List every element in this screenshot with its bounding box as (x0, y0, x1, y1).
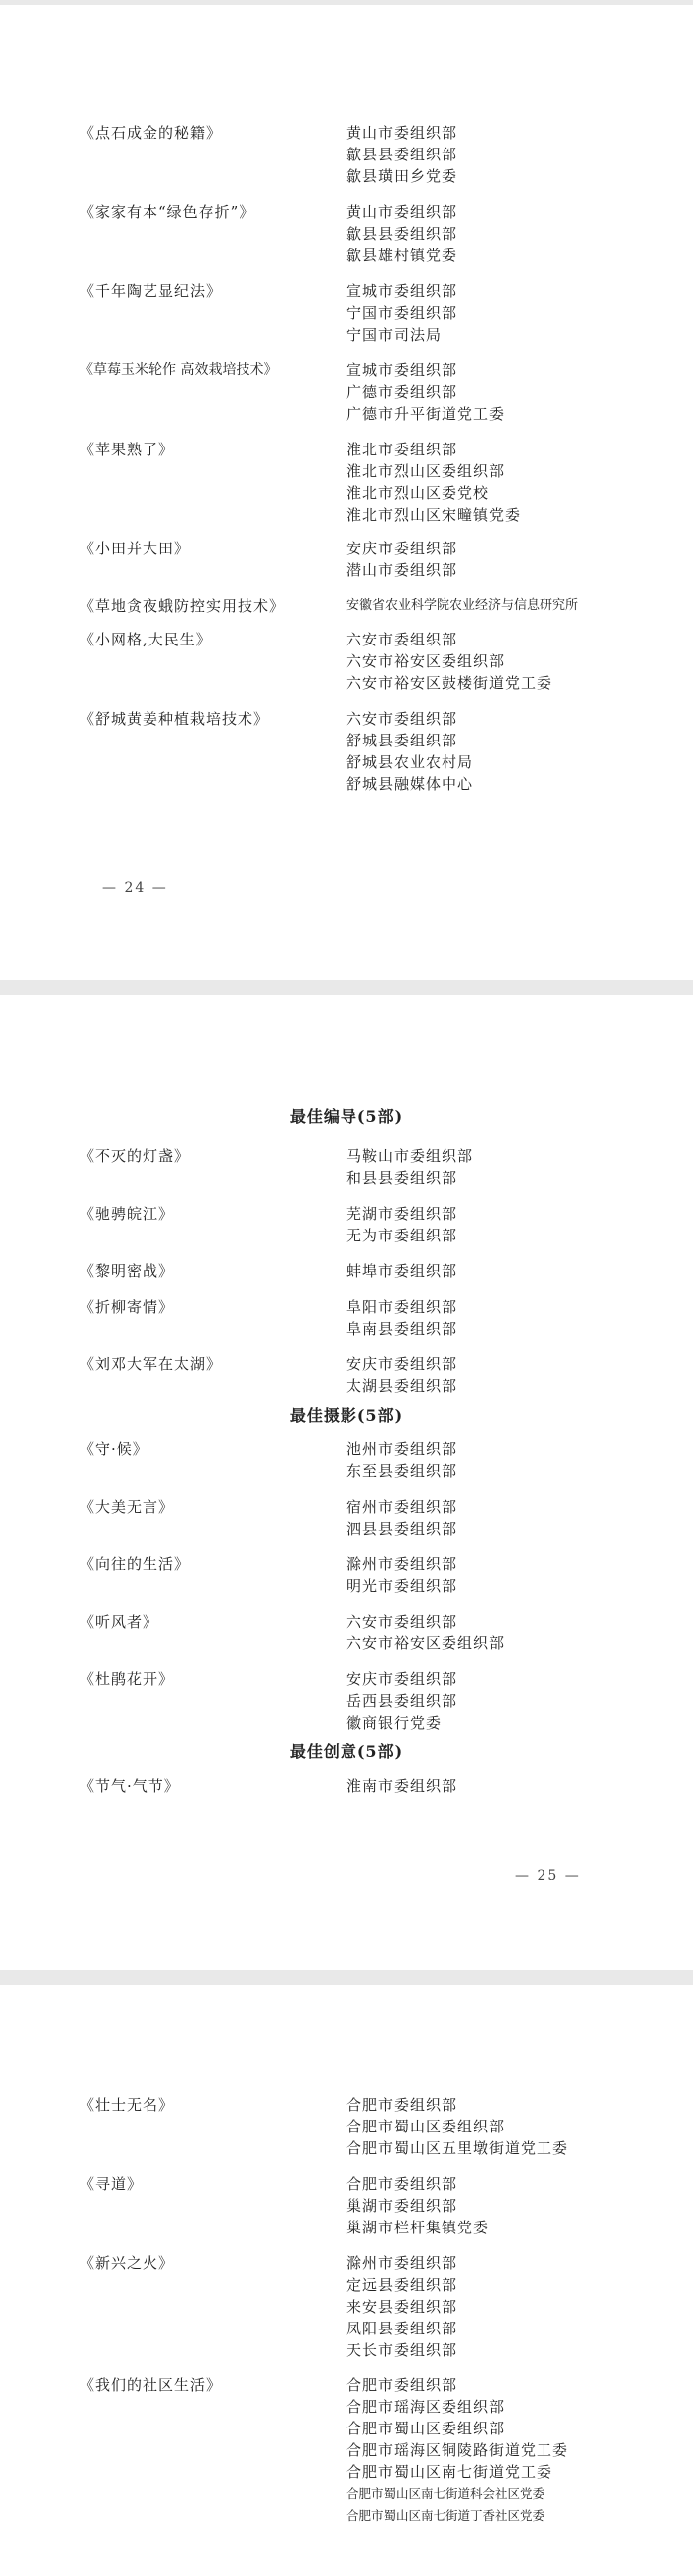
org-name: 滁州市委组织部 (346, 1555, 458, 1573)
org-name: 广德市升平街道党工委 (346, 405, 506, 423)
org-list (346, 1775, 457, 1797)
org-name: 安徽省农业科学院农业经济与信息研究所 (346, 598, 579, 613)
entry-title: 《守·候》 (79, 1440, 148, 1458)
org-name: 淮北市烈山区委组织部 (346, 462, 506, 480)
org-list (346, 708, 473, 795)
org-list (346, 1353, 457, 1397)
section-heading: 最佳编导(5部) (289, 1107, 404, 1126)
org-name: 徽商银行党委 (346, 1714, 443, 1732)
org-name: 六安市裕安区委组织部 (346, 652, 506, 670)
org-name: 合肥市蜀山区南七街道科会社区党委 (346, 2486, 545, 2501)
org-list (346, 2374, 568, 2526)
org-name: 岳西县委组织部 (346, 1692, 458, 1710)
page-number: — 24 — (102, 880, 168, 896)
org-name: 淮北市烈山区委党校 (346, 484, 490, 502)
org-list (346, 201, 457, 266)
org-list (346, 1553, 457, 1597)
org-name: 合肥市蜀山区委组织部 (346, 2420, 506, 2437)
org-name: 滁州市委组织部 (346, 2254, 458, 2272)
org-name: 阜南县委组织部 (346, 1320, 458, 1338)
org-name: 舒城县农业农村局 (346, 753, 474, 771)
entry-title: 《新兴之火》 (79, 2254, 175, 2272)
org-name: 明光市委组织部 (346, 1577, 458, 1595)
org-list (346, 1145, 473, 1189)
org-list (346, 1260, 457, 1282)
org-name: 泗县县委组织部 (346, 1520, 458, 1537)
org-name: 安庆市委组织部 (346, 1355, 458, 1373)
org-list (346, 280, 457, 346)
org-name: 宣城市委组织部 (346, 361, 458, 379)
org-name: 淮北市烈山区宋疃镇党委 (346, 506, 522, 524)
org-name: 六安市裕安区鼓楼街道党工委 (346, 674, 553, 692)
entry-title: 《刘邓大军在太湖》 (79, 1355, 223, 1373)
entry-title: 《家家有本“绿色存折”》 (79, 203, 255, 221)
org-name: 淮北市委组织部 (346, 441, 458, 458)
entry-title: 《驰骋皖江》 (79, 1205, 175, 1223)
org-list (346, 1668, 457, 1734)
entry-title: 《草莓玉米轮作 高效栽培技术》 (79, 362, 278, 378)
org-name: 舒城县委组织部 (346, 732, 458, 749)
org-name: 歙县县委组织部 (346, 225, 458, 243)
org-name: 宣城市委组织部 (346, 282, 458, 300)
org-name: 蚌埠市委组织部 (346, 1262, 458, 1280)
entry-title: 《苹果熟了》 (79, 441, 175, 458)
entry-title: 《大美无言》 (79, 1498, 175, 1516)
org-name: 广德市委组织部 (346, 383, 458, 401)
entry-title: 《听风者》 (79, 1613, 159, 1631)
org-name: 东至县委组织部 (346, 1462, 458, 1480)
entry-title: 《我们的社区生活》 (79, 2376, 223, 2394)
org-name: 宁国市委组织部 (346, 304, 458, 322)
org-name: 六安市委组织部 (346, 710, 458, 728)
page-25 (0, 995, 693, 1970)
org-name: 太湖县委组织部 (346, 1377, 458, 1395)
section-heading: 最佳创意(5部) (289, 1742, 404, 1761)
org-name: 歙县璜田乡党委 (346, 167, 458, 185)
org-list (346, 2173, 489, 2238)
org-list (346, 1296, 457, 1339)
section-heading: 最佳摄影(5部) (289, 1406, 404, 1425)
org-list (346, 1611, 505, 1654)
org-name: 天长市委组织部 (346, 2341, 458, 2359)
entry-title: 《杜鹃花开》 (79, 1670, 175, 1688)
org-name: 合肥市瑶海区铜陵路街道党工委 (346, 2441, 569, 2459)
org-name: 合肥市蜀山区南七街道党工委 (346, 2463, 553, 2481)
org-list (346, 1496, 457, 1539)
org-name: 六安市委组织部 (346, 1613, 458, 1631)
org-name: 黄山市委组织部 (346, 124, 458, 142)
entry-title: 《壮士无名》 (79, 2096, 175, 2114)
org-name: 六安市委组织部 (346, 631, 458, 648)
entry-title: 《折柳寄情》 (79, 1298, 175, 1316)
org-list (346, 359, 505, 425)
org-name: 六安市裕安区委组织部 (346, 1635, 506, 1652)
entry-title: 《小田并大田》 (79, 540, 191, 557)
org-name: 合肥市委组织部 (346, 2096, 458, 2114)
org-list (346, 439, 521, 526)
org-name: 来安县委组织部 (346, 2298, 458, 2316)
page-number: — 25 — (515, 1868, 581, 1884)
org-list (346, 122, 457, 187)
org-name: 巢湖市委组织部 (346, 2197, 458, 2215)
org-list (346, 1438, 457, 1482)
org-name: 合肥市委组织部 (346, 2175, 458, 2193)
org-name: 合肥市蜀山区五里墩街道党工委 (346, 2139, 569, 2157)
org-list (346, 538, 457, 581)
entry-title: 《舒城黄姜种植栽培技术》 (79, 710, 270, 728)
org-name: 淮南市委组织部 (346, 1777, 458, 1795)
entry-title: 《不灭的灯盏》 (79, 1147, 191, 1165)
entry-title: 《草地贪夜蛾防控实用技术》 (79, 597, 286, 615)
page-24 (0, 5, 693, 980)
org-name: 马鞍山市委组织部 (346, 1147, 474, 1165)
org-name: 宁国市司法局 (346, 326, 443, 344)
org-name: 安庆市委组织部 (346, 540, 458, 557)
org-name: 合肥市蜀山区南七街道丁香社区党委 (346, 2508, 545, 2523)
entry-title: 《节气·气节》 (79, 1777, 180, 1795)
org-name: 歙县县委组织部 (346, 146, 458, 163)
org-list (346, 2252, 457, 2361)
org-name: 歙县雄村镇党委 (346, 247, 458, 264)
org-name: 宿州市委组织部 (346, 1498, 458, 1516)
org-name: 芜湖市委组织部 (346, 1205, 458, 1223)
org-name: 安庆市委组织部 (346, 1670, 458, 1688)
entry-title: 《千年陶艺显纪法》 (79, 282, 223, 300)
entry-title: 《黎明密战》 (79, 1262, 175, 1280)
org-list (346, 1203, 457, 1246)
org-name: 潜山市委组织部 (346, 561, 458, 579)
org-name: 舒城县融媒体中心 (346, 775, 474, 793)
org-list (346, 595, 578, 617)
org-name: 合肥市瑶海区委组织部 (346, 2398, 506, 2416)
org-name: 合肥市委组织部 (346, 2376, 458, 2394)
page-26 (0, 1985, 693, 2576)
entry-title: 《点石成金的秘籍》 (79, 124, 223, 142)
entry-title: 《寻道》 (79, 2175, 144, 2193)
org-name: 巢湖市栏杆集镇党委 (346, 2219, 490, 2236)
org-name: 合肥市蜀山区委组织部 (346, 2118, 506, 2135)
entry-title: 《向往的生活》 (79, 1555, 191, 1573)
org-name: 黄山市委组织部 (346, 203, 458, 221)
org-name: 阜阳市委组织部 (346, 1298, 458, 1316)
org-name: 凤阳县委组织部 (346, 2320, 458, 2337)
org-name: 池州市委组织部 (346, 1440, 458, 1458)
entry-title: 《小网格,大民生》 (79, 631, 212, 648)
org-list (346, 2094, 568, 2159)
org-name: 定远县委组织部 (346, 2276, 458, 2294)
org-name: 无为市委组织部 (346, 1227, 458, 1244)
org-name: 和县县委组织部 (346, 1169, 458, 1187)
org-list (346, 629, 552, 694)
